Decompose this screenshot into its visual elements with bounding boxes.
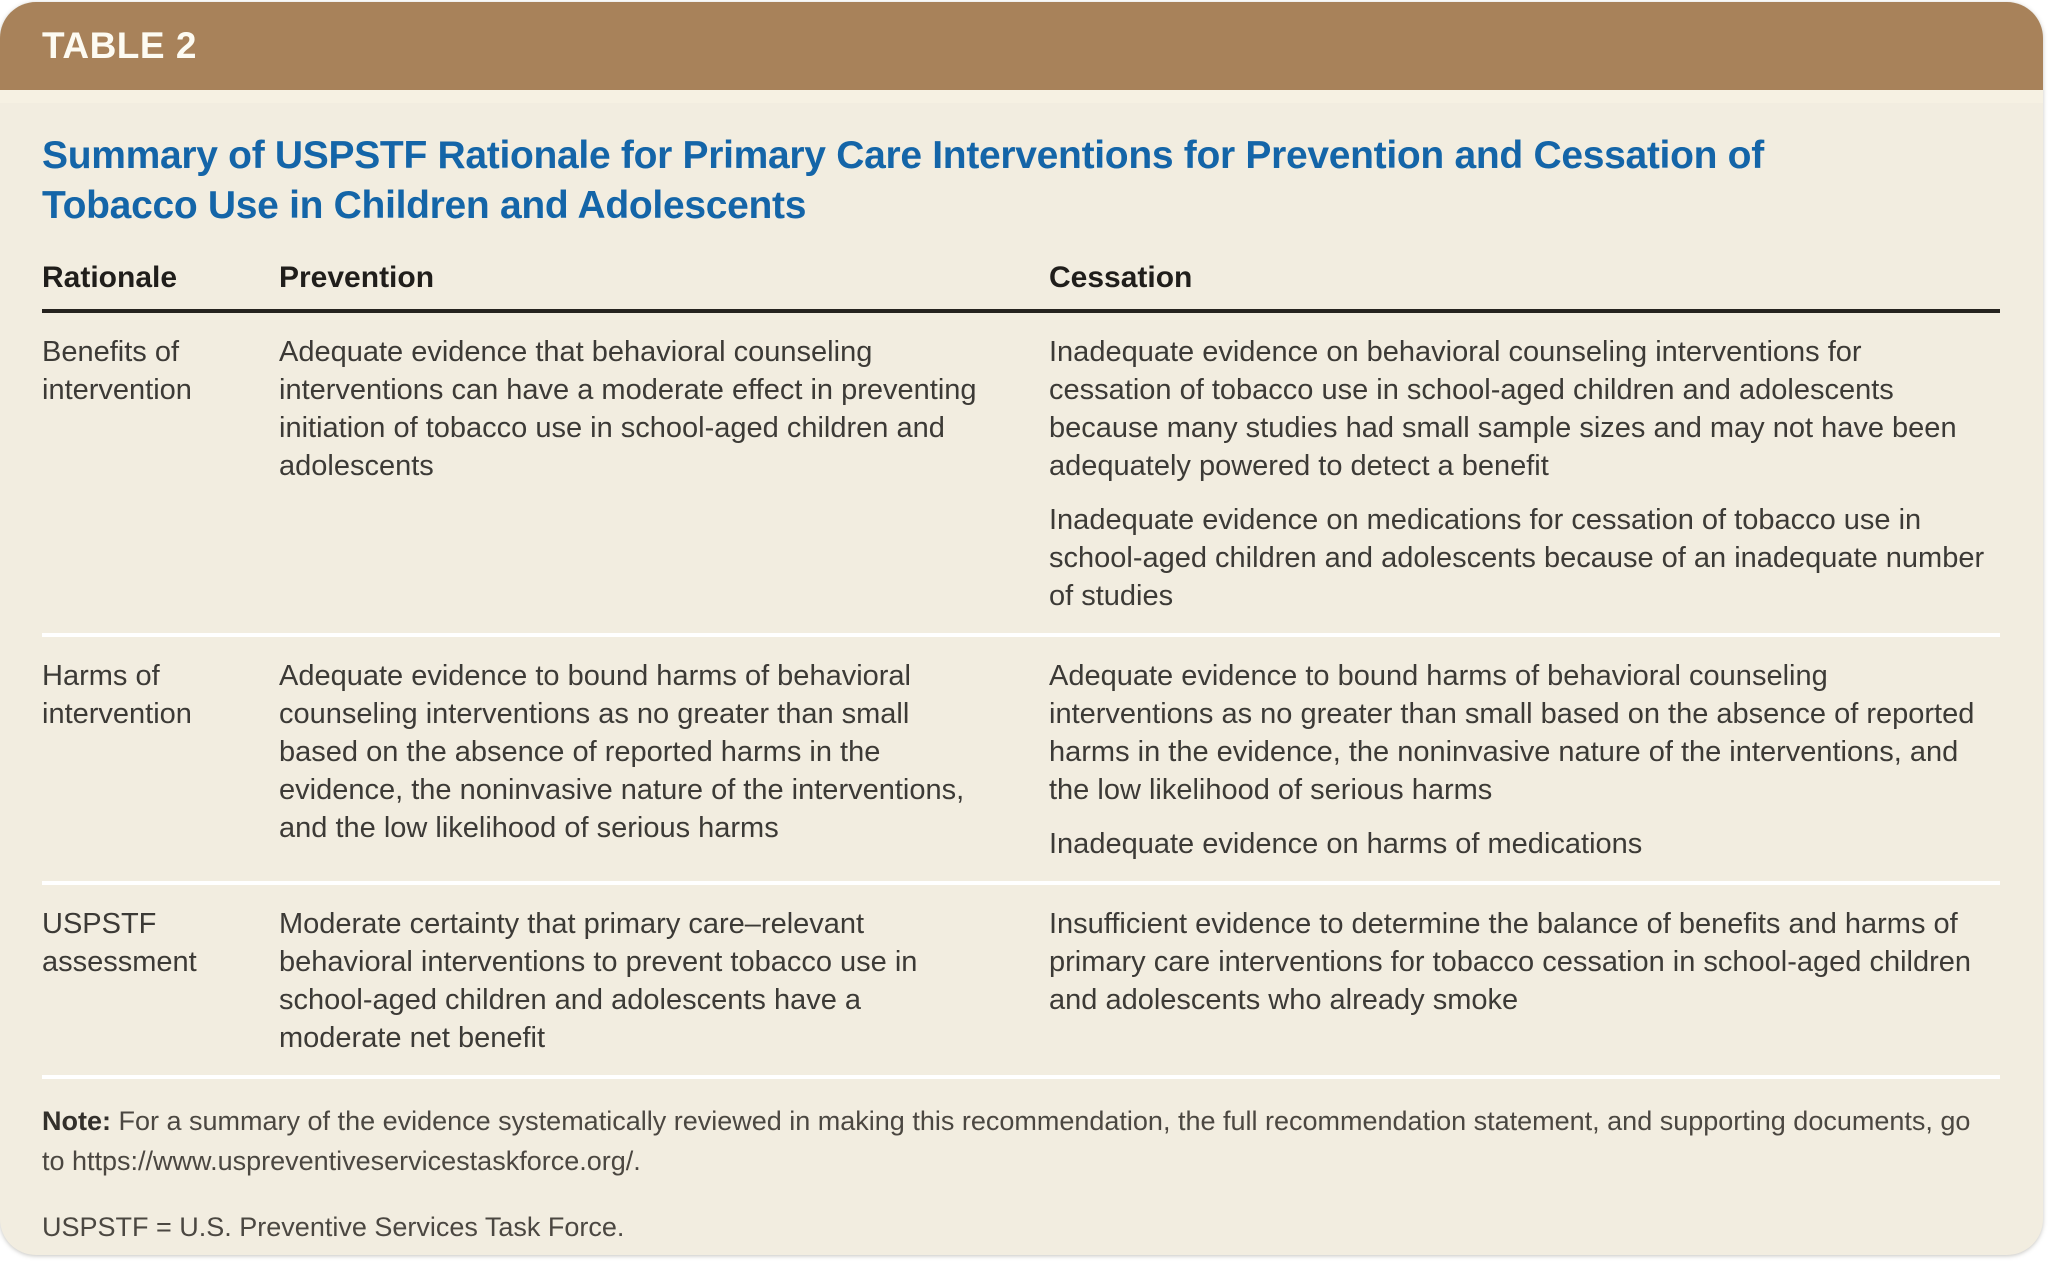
table-card [0,2,2043,1255]
column-header-row [42,231,2000,313]
table-row-harms [42,637,2000,885]
footnote-text [42,1101,2000,1181]
column-header-cessation: Cessation [1049,261,1193,294]
table-row-benefits [42,313,2000,637]
cell-rationale: USPSTF assessment [42,908,197,978]
cell-rationale: Harms of intervention [42,660,192,730]
cell-paragraph: Adequate evidence that behavioral counseling interventions can have a moderate effect in preventing initiation of tobacco use in school-aged children and adolescents [279,336,977,482]
cell-paragraph: Inadequate evidence on medications for cessation of tobacco use in school-aged children and adolescents because of an inadequate number of studies [1049,504,1985,612]
cell-cessation [1049,657,2000,863]
cell-paragraph: Adequate evidence to bound harms of behavioral counseling interventions as no greater than small based on the absence of reported harms in the evidence, the noninvasive nature of the interventions, and the low likelihood of serious harms [279,660,965,844]
cell-prevention [279,905,1049,1057]
cell-paragraph: Insufficient evidence to determine the balance of benefits and harms of primary care interventions for tobacco cessation in school-aged children and adolescents who already smoke [1049,908,1972,1016]
footnote-section [42,1079,2000,1247]
footnote-label: Note: [42,1106,111,1136]
cell-prevention [279,333,1049,615]
cell-paragraph: Inadequate evidence on behavioral counseling interventions for cessation of tobacco use in school-aged children and adolescents because many studies had small sample sizes and may not have been adequately powered to detect a benefit [1049,336,1957,482]
column-header-prevention: Prevention [279,261,435,294]
abbreviation-line: USPSTF = U.S. Preventive Services Task Force. [42,1212,625,1242]
table-row-assessment [42,885,2000,1079]
cell-rationale: Benefits of intervention [42,336,192,406]
table-title: Summary of USPSTF Rationale for Primary Care Interventions for Prevention and Cessation of Tobacco Use in Children and Adolescents [42,134,1764,227]
cell-cessation [1049,333,2000,615]
cell-paragraph: Inadequate evidence on harms of medications [1049,828,1643,860]
table-number-label: TABLE 2 [42,25,197,66]
column-header-rationale: Rationale [42,261,178,294]
cell-paragraph: Moderate certainty that primary care–relevant behavioral interventions to prevent tobacco use in school-aged children and adolescents have a moderate net benefit [279,908,918,1054]
table-content [0,131,2043,1247]
footnote-body: For a summary of the evidence systematically reviewed in making this recommendation, the full recommendation statement, and supporting documents, go to https://www.uspreventiveservicestaskforce.org/. [42,1106,1971,1176]
cell-prevention [279,657,1049,863]
table-header-bar [0,2,2043,103]
cell-cessation [1049,905,2000,1057]
cell-paragraph: Adequate evidence to bound harms of behavioral counseling interventions as no greater than small based on the absence of reported harms in the evidence, the noninvasive nature of the interventions, and the low likelihood of serious harms [1049,660,1975,806]
